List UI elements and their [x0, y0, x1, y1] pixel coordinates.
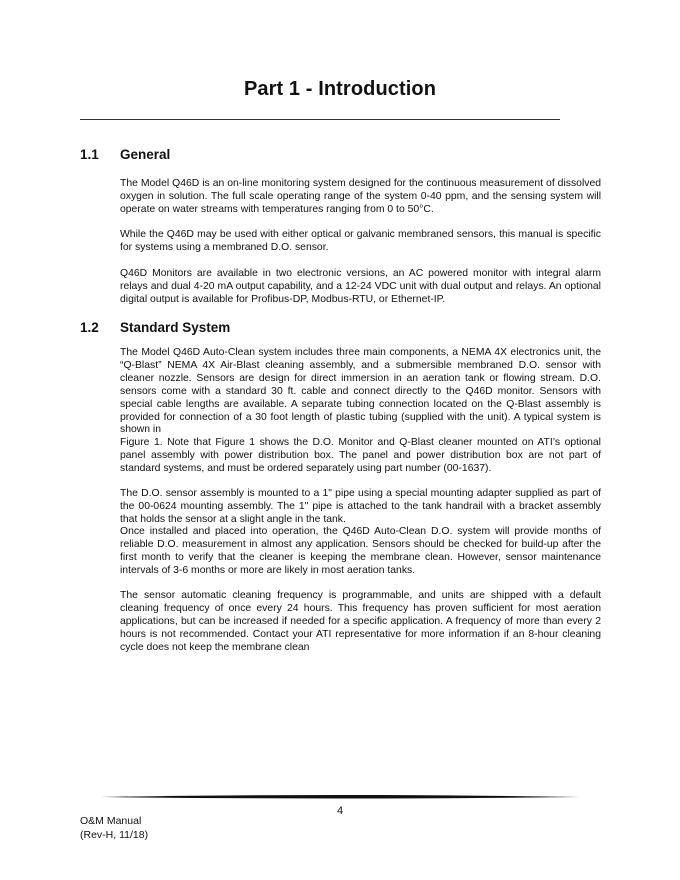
paragraph-general-3: Q46D Monitors are available in two electronic versions, an AC powered monitor with integral alarm relays and dual 4-20 mA output capability, and a 12-24 VDC unit with dual output and relays. An optional digital output is available for Profibus-DP, Modbus-RTU, or Ethernet-IP. — [120, 268, 601, 305]
footer-manual-info — [80, 815, 148, 842]
paragraph-standard-3: The D.O. sensor assembly is mounted to a 1" pipe using a special mounting adapter supplied as part of the 00-0624 mounting assembly. The 1" pipe is attached to the tank handrail with a bracket assembly that holds the sensor at a slight angle in the tank. — [120, 488, 601, 525]
paragraph-standard-1: The Model Q46D Auto-Clean system includes three main components, a NEMA 4X electronics unit, the “Q-Blast” NEMA 4X Air-Blast cleaning assembly, and a submersible membraned D.O. sensor with cleaner nozzle. Sensors are design for direct immersion in an aeration tank or flowing stream. D.O. sensors come with a standard 30 ft. cable and connect directly to the Q46D monitor. Sensors with special cable lengths are available. A separate tubing connection located on the Q-Blast assembly is provided for connection of a 30 foot length of plastic tubing (supplied with the unit). A typical system is shown in — [120, 347, 601, 436]
footer-revision: (Rev-H, 11/18) — [80, 828, 149, 841]
section-number: 1.1 — [80, 147, 99, 162]
page-number: 4 — [336, 805, 344, 817]
paragraph-general-1: The Model Q46D is an on-line monitoring system designed for the continuous measurement of dissolved oxygen in solution. The full scale operating range of the system 0-40 ppm, and the sensing system will operate on water streams with temperatures ranging from 0 to 50°C. — [120, 178, 601, 215]
footer-swoosh-rule — [100, 794, 580, 800]
footer-manual-name: O&M Manual — [80, 815, 142, 827]
title-divider — [80, 119, 560, 120]
section-title: General — [120, 147, 171, 162]
paragraph-standard-4: Once installed and placed into operation, the Q46D Auto-Clean D.O. system will provide months of reliable D.O. measurement in almost any application. Sensors should be checked for build-up after the first month to verify that the cleaner is keeping the membrane clean. However, sensor maintenance intervals of 3-6 months or more are likely in most aeration tanks. — [120, 526, 601, 576]
paragraph-general-2: While the Q46D may be used with either optical or galvanic membraned sensors, this manual is specific for systems using a membraned D.O. sensor. — [120, 229, 601, 253]
paragraph-standard-2: Figure 1. Note that Figure 1 shows the D.O. Monitor and Q-Blast cleaner mounted on ATI’s optional panel assembly with power distribution box. The panel and power distribution box are not part of standard systems, and must be ordered separately using part number (00-1637). — [120, 437, 601, 474]
page-title: Part 1 - Introduction — [243, 78, 437, 100]
paragraph-standard-5: The sensor automatic cleaning frequency is programmable, and units are shipped with a default cleaning frequency of once every 24 hours. This frequency has proven sufficient for most aeration applications, but can be increased if needed for a specific application. A frequency of more than every 2 hours is not recommended. Contact your ATI representative for more information if an 8-hour cleaning cycle does not keep the membrane clean — [120, 590, 601, 653]
section-title: Standard System — [120, 320, 231, 335]
section-number: 1.2 — [80, 320, 99, 335]
